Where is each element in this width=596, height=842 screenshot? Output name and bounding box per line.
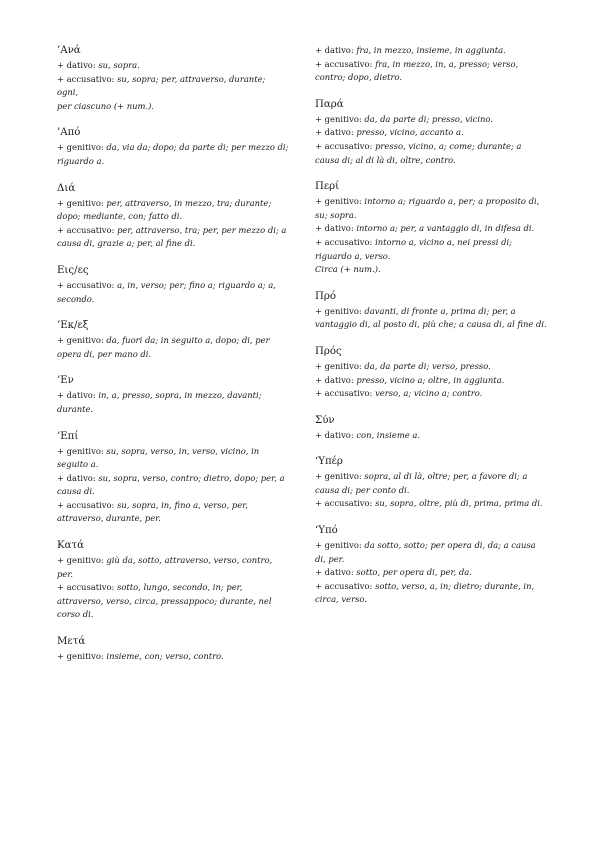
case-meaning: intorno a; riguardo a, per; a proposito di, su; sopra. [315,196,540,220]
left-column [57,44,289,677]
preposition-heading: Περί [315,181,340,193]
case-meaning: da, da parte di; presso, vicino. [364,113,493,124]
case-label: + genitivo: [315,113,362,124]
case-line [315,44,547,58]
case-label: + accusativo: [57,73,115,84]
preposition-entry [315,455,547,511]
case-meaning: in, a, presso, sopra, in mezzo, davanti; durante. [57,390,262,414]
case-meaning: fra, in mezzo, insieme, in aggiunta. [356,45,506,55]
case-line [57,554,289,581]
case-label: + accusativo: [315,58,373,69]
case-meaning: per, attraverso, tra; per, per mezzo di; a causa di, grazie a; per, al fine di. [57,224,287,249]
preposition-heading: Πρός [315,345,342,357]
preposition-entry [57,319,289,361]
case-label: + genitivo: [57,555,104,566]
case-label: + accusativo: [315,236,373,247]
case-line [315,580,547,607]
preposition-entry [57,264,289,306]
case-meaning: intorno a, vicino a, nei pressi di; riguardo a, verso. [315,236,512,261]
case-meaning: davanti, di fronte a, prima di; per, a vantaggio di, al posto di, più che; a causa di, al fine di. [315,305,547,330]
case-label: + dativo: [315,374,354,385]
case-line [57,650,289,664]
case-meaning: su, sopra, in, fino a, verso, per, attraverso, durante, per. [57,499,248,524]
case-meaning: con, insieme a. [356,429,421,440]
case-line [315,374,547,388]
preposition-entry [57,635,289,664]
preposition-entry [57,182,289,251]
case-meaning: da, da parte di; verso, presso. [364,360,491,371]
case-line [57,279,289,306]
preposition-entry [315,414,547,443]
preposition-heading: ’Ανά [57,45,81,56]
case-meaning: su, sopra, verso, in, verso, vicino, in seguito a. [57,445,260,470]
case-line [57,445,289,472]
case-label: + accusativo: [315,388,373,399]
case-label: + genitivo: [57,142,104,153]
case-meaning: presso, vicino a; oltre, in aggiunta. [356,374,505,385]
case-line [57,224,289,251]
case-line [315,222,547,236]
case-line [315,497,547,511]
case-meaning: Circa (+ num.). [315,264,381,275]
case-label: + accusativo: [315,580,373,591]
case-line [57,100,289,114]
preposition-entry [315,180,547,277]
case-label: + dativo: [315,127,354,138]
case-line [315,236,547,263]
case-line [315,263,547,277]
case-label: + genitivo: [315,196,362,207]
case-line [315,360,547,374]
case-line [57,499,289,526]
preposition-heading: Εις/ες [57,264,89,276]
case-line [315,305,547,332]
preposition-heading: ’Από [57,127,81,139]
case-line [57,59,289,73]
preposition-entry [57,374,289,416]
case-meaning: giù da, sotto, attraverso, verso, contro, per. [57,555,273,579]
preposition-heading: ‘Υπό [315,525,338,537]
case-meaning: su, sopra; per, attraverso, durante; ogni, [57,73,266,98]
case-label: + genitivo: [57,651,104,662]
case-meaning: insieme, con; verso, contro. [106,651,224,662]
case-line [315,566,547,580]
case-label: + genitivo: [315,305,362,316]
preposition-heading: Διά [57,182,76,194]
case-label: + dativo: [315,223,354,234]
case-label: + dativo: [57,390,96,401]
case-line [315,470,547,497]
preposition-entry [57,430,289,527]
preposition-entry [315,524,547,607]
case-meaning: da, via da; dopo; da parte di; per mezzo di; riguardo a. [57,142,289,166]
preposition-entry [315,290,547,332]
case-line [57,581,289,622]
preposition-entry [57,539,289,622]
case-meaning: su, sopra, oltre, più di, prima, prima di. [375,498,543,509]
preposition-heading: ’Εκ/εξ [57,320,89,332]
case-meaning: verso, a; vicino a; contro. [375,388,483,399]
case-line [315,140,547,167]
case-label: + accusativo: [57,224,115,235]
case-meaning: intorno a; per, a vantaggio di, in difesa di. [356,223,535,234]
case-label: + genitivo: [315,471,362,482]
case-label: + accusativo: [315,140,373,151]
case-line [315,387,547,401]
case-label: + accusativo: [57,499,115,510]
case-line [315,113,547,127]
preposition-heading: Σύν [315,414,335,426]
case-label: + dativo: [57,472,96,483]
case-line [57,73,289,100]
preposition-entry [315,44,547,85]
case-meaning: sotto, verso, a, in; dietro; durante, in, circa, verso. [315,580,535,605]
case-meaning: da sotto, sotto; per opera di, da; a causa di, per. [315,540,536,564]
case-line [57,389,289,416]
preposition-heading: Μετά [57,636,86,648]
preposition-heading: ‘Υπέρ [315,456,343,468]
case-label: + genitivo: [315,540,362,551]
case-meaning: sotto, per opera di, per, da. [356,567,472,578]
case-meaning: da, fuori da; in seguito a, dopo; di, per opera di, per mano di. [57,335,270,359]
preposition-entry [315,98,547,167]
case-line [57,472,289,499]
case-label: + genitivo: [57,197,104,208]
case-label: + dativo: [315,567,354,578]
case-meaning: per ciascuno (+ num.). [57,100,155,111]
preposition-heading: Κατά [57,540,85,552]
case-line [57,334,289,361]
case-label: + dativo: [57,60,96,70]
case-meaning: su, sopra. [98,60,140,70]
case-meaning: sopra, al di là, oltre; per, a favore di; a causa di; per conto di. [315,471,528,495]
case-meaning: a, in, verso; per; fino a; riguardo a; a, secondo. [57,279,276,304]
case-meaning: fra, in mezzo, in, a, presso; verso, contro; dopo, dietro. [315,58,519,83]
case-label: + accusativo: [315,498,373,509]
case-meaning: su, sopra, verso, contro; dietro, dopo; per, a causa di. [57,472,285,497]
preposition-entry [57,44,289,113]
case-line [315,195,547,222]
case-meaning: presso, vicino, a; come; durante; a causa di; al di là di, oltre, contro. [315,140,522,165]
case-label: + genitivo: [315,360,362,371]
case-line [315,126,547,140]
case-line [315,429,547,443]
case-meaning: sotto, lungo, secondo, in; per, attraverso, verso, circa, pressappoco; durante, nel corso di. [57,582,272,620]
preposition-heading: Παρά [315,98,344,110]
preposition-heading: ’Εν [57,375,74,387]
case-line [315,58,547,85]
case-line [315,539,547,566]
case-label: + genitivo: [57,335,104,346]
case-line [57,197,289,224]
case-label: + dativo: [315,45,354,55]
case-label: + accusativo: [57,582,115,593]
preposition-entry [315,345,547,401]
preposition-heading: Πρό [315,290,337,302]
right-column [315,44,547,620]
case-line [57,141,289,168]
case-meaning: presso, vicino, accanto a. [356,127,464,138]
case-label: + dativo: [315,429,354,440]
preposition-heading: ’Επί [57,430,79,442]
case-meaning: per, attraverso, in mezzo, tra; durante; dopo; mediante, con; fatto di. [57,197,272,222]
preposition-entry [57,126,289,168]
case-label: + genitivo: [57,445,104,456]
case-label: + accusativo: [57,279,115,290]
